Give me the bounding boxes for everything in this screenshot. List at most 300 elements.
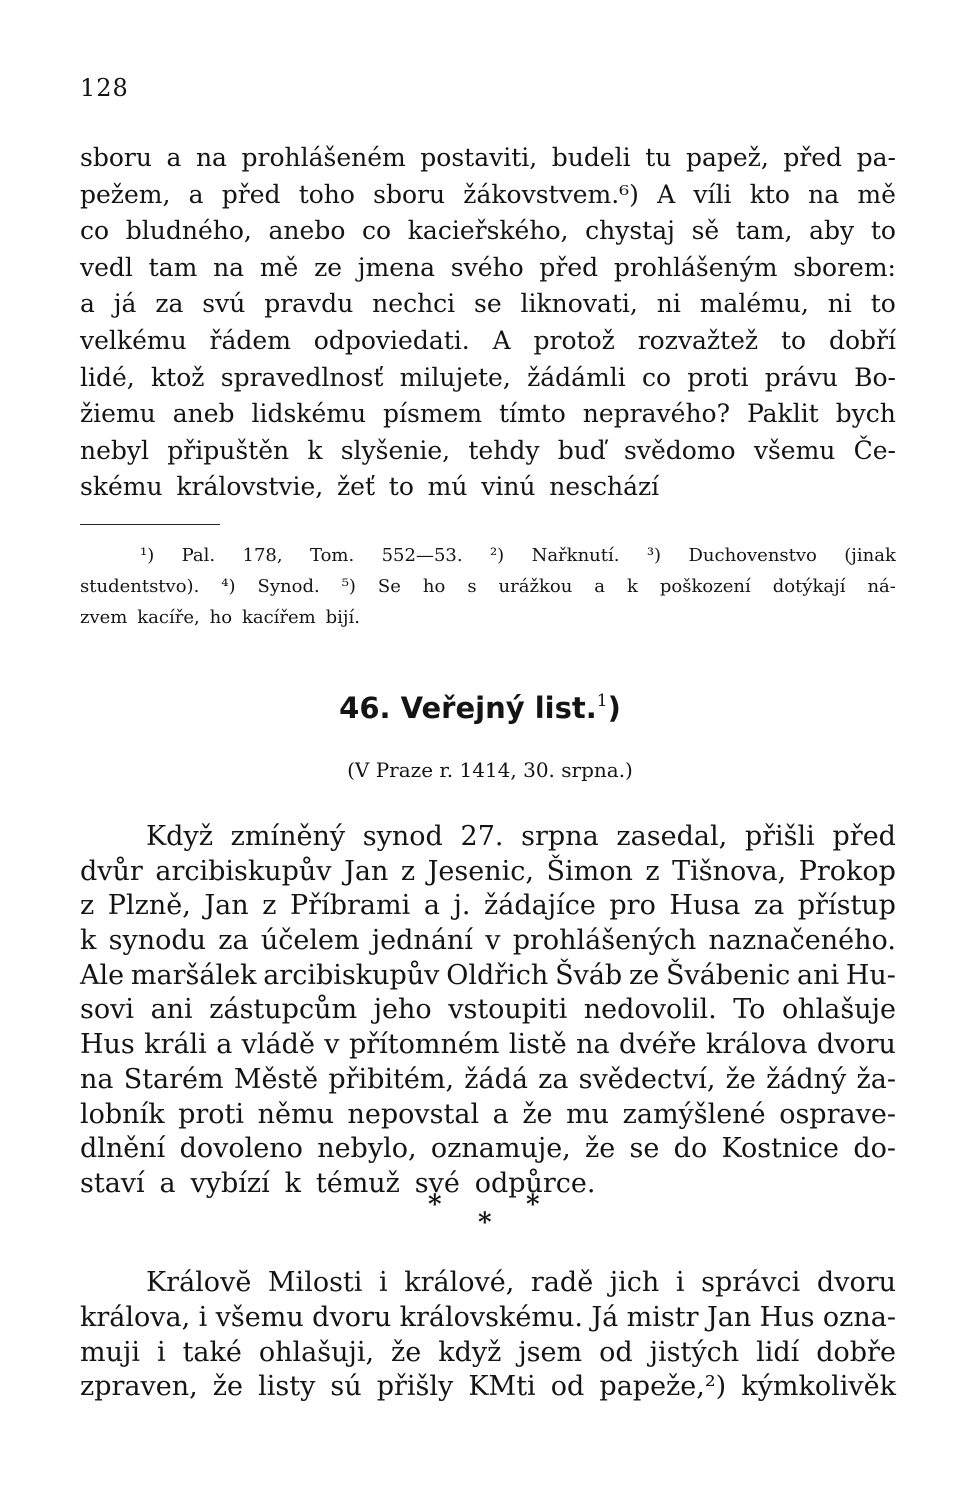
word: 178, xyxy=(242,545,283,566)
word: dotýkají xyxy=(772,576,846,597)
word: srpna xyxy=(521,821,599,852)
word: toho xyxy=(298,179,355,209)
asterisk: * xyxy=(428,1190,442,1220)
word: co xyxy=(362,216,392,246)
word: A xyxy=(657,179,676,209)
word: a xyxy=(159,1167,176,1199)
body-text xyxy=(80,140,896,506)
word: ²) xyxy=(489,545,505,566)
word: Ale xyxy=(80,959,125,991)
word: aby xyxy=(809,216,855,246)
word: ¹) xyxy=(140,545,155,566)
word: Já xyxy=(591,1301,619,1333)
word: dvoru xyxy=(816,1029,896,1061)
word: ža- xyxy=(856,1063,896,1095)
word: KMti xyxy=(468,1371,536,1403)
word: bijí. xyxy=(325,607,360,628)
word: i xyxy=(675,1267,685,1298)
word: nepovstal xyxy=(347,1098,480,1130)
word: Městě xyxy=(233,1063,319,1095)
footnote-line xyxy=(80,540,896,571)
word: Pal. xyxy=(181,545,216,566)
word: žádá xyxy=(464,1063,528,1095)
word: odpůrce. xyxy=(474,1167,596,1199)
word: aneb xyxy=(172,399,235,429)
word: zpraven, xyxy=(80,1371,198,1403)
word: radě xyxy=(530,1267,594,1298)
word: zasedal, xyxy=(616,821,728,852)
word: zástupcům xyxy=(209,994,358,1026)
word: Královĕ xyxy=(146,1267,252,1298)
word: velkému xyxy=(80,325,187,355)
word: správci xyxy=(701,1267,801,1298)
word: ho xyxy=(422,576,446,597)
word: sú xyxy=(330,1371,362,1403)
word: před xyxy=(221,179,281,209)
text-line xyxy=(80,1336,896,1371)
word: přibitém, xyxy=(328,1063,455,1095)
word: Švábenic xyxy=(665,959,791,991)
word: skému xyxy=(80,472,163,502)
word: Hus xyxy=(80,1029,135,1061)
word: ohlašuji, xyxy=(258,1336,375,1368)
word: zvem xyxy=(80,607,128,628)
word: Šváb xyxy=(555,959,623,991)
word: maršálek xyxy=(130,959,257,991)
word: protož xyxy=(533,325,615,355)
text-line xyxy=(80,993,896,1028)
word: Se xyxy=(377,576,401,597)
footnote-divider xyxy=(80,524,220,525)
word: ze xyxy=(628,959,660,991)
word: přístup xyxy=(797,890,896,922)
asterisk: * xyxy=(526,1190,540,1220)
word: malému, xyxy=(699,289,809,319)
word: se xyxy=(474,289,502,319)
word: svědomo xyxy=(624,435,736,465)
word: Jan xyxy=(706,1301,752,1333)
word: lobník xyxy=(80,1098,165,1130)
word: tímto xyxy=(498,399,566,429)
word: řádem xyxy=(209,325,291,355)
word: a xyxy=(594,576,606,597)
word: naznačeného. xyxy=(708,925,896,957)
word: právu xyxy=(764,362,838,392)
word: za xyxy=(538,1063,569,1095)
word: žádný xyxy=(766,1063,847,1095)
word: sboru xyxy=(373,179,446,209)
word: víli xyxy=(693,179,732,209)
word: Jan xyxy=(344,855,389,887)
word: dobří xyxy=(828,325,896,355)
word: spravedlnosť xyxy=(220,362,384,392)
word: anebo xyxy=(268,216,346,246)
word: Paklit xyxy=(746,399,819,429)
footnote-line xyxy=(80,602,896,633)
word: jsem xyxy=(518,1336,583,1368)
word: to xyxy=(780,325,807,355)
word: proti xyxy=(687,362,749,392)
word: liknovati, xyxy=(520,289,638,319)
word: mě xyxy=(857,179,896,209)
word: mě xyxy=(259,252,299,282)
word: odpoviedati. xyxy=(313,325,470,355)
word: to xyxy=(870,289,896,319)
word: za xyxy=(753,890,785,922)
word: oznamuje, xyxy=(430,1133,571,1165)
word: přišly xyxy=(376,1371,454,1403)
word: co xyxy=(642,362,672,392)
summary-paragraph xyxy=(80,820,896,1202)
word: Tišnova, xyxy=(672,855,787,887)
word: lidí xyxy=(756,1336,800,1368)
word: na xyxy=(195,143,227,172)
word: všemu xyxy=(215,1301,304,1333)
word: Hus xyxy=(759,1301,815,1333)
word: muji xyxy=(80,1336,140,1368)
word: nedovolil. xyxy=(583,994,717,1026)
word: buď xyxy=(557,435,606,465)
word: Duchovenstvo xyxy=(688,545,817,566)
word: A xyxy=(492,325,511,355)
word: lidé, xyxy=(80,362,135,392)
word: dvoru xyxy=(312,1301,392,1333)
word: i xyxy=(156,1336,166,1368)
document-subtitle: (V Praze r. 1414, 30. srpna.) xyxy=(347,758,633,782)
word: němu xyxy=(257,1098,334,1130)
word: sě xyxy=(691,216,720,246)
word: na xyxy=(80,1063,114,1095)
word: ⁵) xyxy=(341,576,356,597)
letter-opening xyxy=(80,1266,896,1405)
word: také xyxy=(182,1336,242,1368)
word: svého xyxy=(450,252,524,282)
word: královstvie, xyxy=(176,472,324,502)
word: bludného, xyxy=(125,216,252,246)
word: Nařknutí. xyxy=(531,545,620,566)
word: tu xyxy=(645,143,672,172)
word: dvoru xyxy=(816,1267,896,1298)
word: ze xyxy=(314,252,343,282)
word: ani xyxy=(150,994,193,1026)
word: 27. xyxy=(460,821,504,852)
word: jistých xyxy=(649,1336,740,1368)
word: nepravého? xyxy=(582,399,730,429)
asterism xyxy=(0,1190,960,1240)
word: ktož xyxy=(151,362,205,392)
word: kýmkolivěk xyxy=(741,1371,896,1403)
word: vinú xyxy=(481,472,536,502)
word: tam xyxy=(148,252,198,282)
word: a xyxy=(492,1098,509,1130)
word: kto xyxy=(749,179,790,209)
word: Husa xyxy=(669,890,741,922)
word: Starém xyxy=(123,1063,224,1095)
text-line xyxy=(80,469,896,506)
word: s xyxy=(467,576,477,597)
word: prohlášeném xyxy=(241,143,406,172)
word: rozvažtež xyxy=(637,325,759,355)
word: (jinak xyxy=(844,545,896,566)
word: dvůr xyxy=(80,855,143,887)
word: zmíněný xyxy=(230,821,346,852)
word: královskému. xyxy=(399,1301,583,1333)
word: z xyxy=(400,855,416,887)
word: za xyxy=(155,289,184,319)
word: na xyxy=(808,179,840,209)
word: ho xyxy=(209,607,233,628)
word: před xyxy=(783,143,843,172)
word: přišli xyxy=(744,821,815,852)
text-line xyxy=(80,433,896,470)
text-line xyxy=(80,855,896,890)
word: i xyxy=(198,1301,208,1333)
text-line xyxy=(80,286,896,323)
word: přítomném xyxy=(348,1029,500,1061)
text-line xyxy=(80,177,896,214)
text-line xyxy=(80,140,896,177)
word: králi xyxy=(144,1029,207,1061)
word: žiemu xyxy=(80,399,156,429)
word: poškození xyxy=(659,576,751,597)
word: listě xyxy=(508,1029,567,1061)
text-line xyxy=(80,323,896,360)
word: ni xyxy=(827,289,852,319)
word: Příbrami xyxy=(290,890,411,922)
word: kacířem xyxy=(241,607,316,628)
word: za xyxy=(218,925,249,957)
text-line xyxy=(80,924,896,959)
word: bych xyxy=(835,399,896,429)
footnote-line xyxy=(80,571,896,602)
word: k xyxy=(284,1167,302,1199)
text-line xyxy=(80,1266,896,1301)
word: ohlašuje xyxy=(781,994,896,1026)
word: co xyxy=(80,216,110,246)
word: od xyxy=(599,1336,633,1368)
word: v xyxy=(324,1029,340,1061)
word: Hu- xyxy=(845,959,896,991)
word: Če- xyxy=(853,435,896,465)
text-line xyxy=(80,1301,896,1336)
word: neschází xyxy=(549,472,660,502)
word: milujete, xyxy=(399,362,511,392)
word: kacieřského, xyxy=(407,216,569,246)
word: jmena xyxy=(357,252,436,282)
word: sovi xyxy=(80,994,134,1026)
word: urážkou xyxy=(498,576,573,597)
word: svú xyxy=(202,289,246,319)
word: synodu xyxy=(108,925,207,957)
word: nebyl xyxy=(80,435,150,465)
word: budeli xyxy=(551,143,631,172)
word: kacíře, xyxy=(137,607,200,628)
text-line xyxy=(80,250,896,287)
word: arcibiskupův xyxy=(155,855,332,887)
word: staví xyxy=(80,1167,145,1199)
word: k xyxy=(627,576,638,597)
word: sboru xyxy=(80,143,152,172)
word: pa- xyxy=(856,143,896,172)
word: žákovstvem.⁶) xyxy=(463,179,639,209)
word: dovoleno xyxy=(179,1133,303,1165)
word: že xyxy=(585,1133,616,1165)
word: pravdu xyxy=(264,289,354,319)
word: na xyxy=(213,252,245,282)
text-line xyxy=(80,959,896,994)
word: ⁴) xyxy=(221,576,236,597)
word: lidskému xyxy=(251,399,367,429)
word: před xyxy=(832,821,896,852)
word: králova, xyxy=(80,1301,191,1333)
word: Synod. xyxy=(257,576,320,597)
footnote-mark: 1 xyxy=(596,691,608,712)
word: Když xyxy=(146,821,213,852)
word: a xyxy=(423,890,440,922)
text-line xyxy=(80,820,896,855)
word: z xyxy=(645,855,660,887)
word: dlnění xyxy=(80,1133,166,1165)
text-line xyxy=(80,889,896,924)
word: k xyxy=(307,435,323,465)
word: vstoupiti xyxy=(448,994,568,1026)
word: a xyxy=(80,289,95,319)
word: To xyxy=(733,994,766,1026)
word: pežem, xyxy=(80,179,171,209)
word: vedl xyxy=(80,252,133,282)
word: že xyxy=(522,1098,553,1130)
asterisk: * xyxy=(478,1208,492,1238)
word: žádajíce xyxy=(484,890,596,922)
word: nechci xyxy=(372,289,456,319)
word: ozna- xyxy=(822,1301,896,1333)
word: Oldřich xyxy=(446,959,549,991)
text-line xyxy=(80,1132,896,1167)
word: žeť xyxy=(337,472,376,502)
word: z xyxy=(80,890,95,922)
word: mistr xyxy=(626,1301,699,1333)
word: účelem xyxy=(260,925,360,957)
word: jich xyxy=(609,1267,660,1298)
word: sborem: xyxy=(793,252,896,282)
word: a xyxy=(188,179,204,209)
page-number: 128 xyxy=(80,74,129,102)
word: a xyxy=(166,143,182,172)
word: synod xyxy=(362,821,443,852)
word: Tom. xyxy=(309,545,355,566)
word: králové, xyxy=(404,1267,515,1298)
word: pro xyxy=(609,890,656,922)
word: tehdy xyxy=(468,435,540,465)
word: tam, xyxy=(735,216,793,246)
text-line xyxy=(80,1370,896,1405)
word: ani xyxy=(796,959,840,991)
word: Kostnice xyxy=(721,1133,840,1165)
word: se xyxy=(629,1133,660,1165)
word: Šimon xyxy=(546,855,633,887)
word: všemu xyxy=(753,435,836,465)
word: studentstvo). xyxy=(80,576,200,597)
word: a xyxy=(216,1029,233,1061)
word: Milosti xyxy=(267,1267,363,1298)
word: prohlášených xyxy=(512,925,697,957)
word: i xyxy=(379,1267,388,1298)
word: dvéře xyxy=(619,1029,697,1061)
word: do- xyxy=(853,1133,896,1165)
word: Jesenic, xyxy=(427,855,534,887)
word: v xyxy=(485,925,501,957)
text-line xyxy=(80,1063,896,1098)
word: 552—53. xyxy=(381,545,463,566)
word: papež, xyxy=(685,143,769,172)
word: jednání xyxy=(371,925,473,957)
word: vládě xyxy=(241,1029,315,1061)
word: proti xyxy=(178,1098,245,1130)
word: své xyxy=(414,1167,460,1199)
word: k xyxy=(80,925,97,957)
word: ni xyxy=(656,289,681,319)
word: arcibiskupův xyxy=(263,959,440,991)
footnotes xyxy=(80,540,896,633)
word: Jan xyxy=(204,890,249,922)
word: připuštěn xyxy=(167,435,290,465)
word: mu xyxy=(566,1098,610,1130)
word: papeže,²) xyxy=(599,1371,727,1403)
word: když xyxy=(438,1336,502,1368)
word: osprave- xyxy=(779,1098,896,1130)
word: od xyxy=(550,1371,585,1403)
text-line xyxy=(80,1098,896,1133)
text-line xyxy=(80,396,896,433)
word: listy xyxy=(258,1371,316,1403)
word: postaviti, xyxy=(420,143,538,172)
word: chystaj xyxy=(585,216,675,246)
word: že xyxy=(725,1063,756,1095)
document-title: 46. Veřejný list.$^1$) xyxy=(339,691,621,725)
word: do xyxy=(673,1133,708,1165)
word: před xyxy=(539,252,599,282)
word: Plzně, xyxy=(107,890,191,922)
word: na xyxy=(576,1029,610,1061)
word: ná- xyxy=(867,576,896,597)
word: že xyxy=(212,1371,244,1403)
word: svědectví, xyxy=(578,1063,716,1095)
word: Bo- xyxy=(854,362,896,392)
word: témuž xyxy=(315,1167,400,1199)
word: králova xyxy=(705,1029,808,1061)
word: slyšenie, xyxy=(340,435,451,465)
word: žádámli xyxy=(527,362,626,392)
word: vybízí xyxy=(190,1167,270,1199)
word: Prokop xyxy=(798,855,896,887)
word: prohlášeným xyxy=(613,252,778,282)
word: že xyxy=(391,1336,422,1368)
word: zamýšlené xyxy=(622,1098,766,1130)
text-line xyxy=(80,1028,896,1063)
word: to xyxy=(388,472,414,502)
word: písmem xyxy=(382,399,483,429)
text-line xyxy=(80,213,896,250)
word: j. xyxy=(453,890,471,922)
word: z xyxy=(262,890,277,922)
word: já xyxy=(113,289,137,319)
word: to xyxy=(870,216,896,246)
word: ³) xyxy=(646,545,662,566)
word: jeho xyxy=(373,994,432,1026)
word: nebylo, xyxy=(317,1133,417,1165)
word: dobře xyxy=(816,1336,896,1368)
text-line xyxy=(80,360,896,397)
